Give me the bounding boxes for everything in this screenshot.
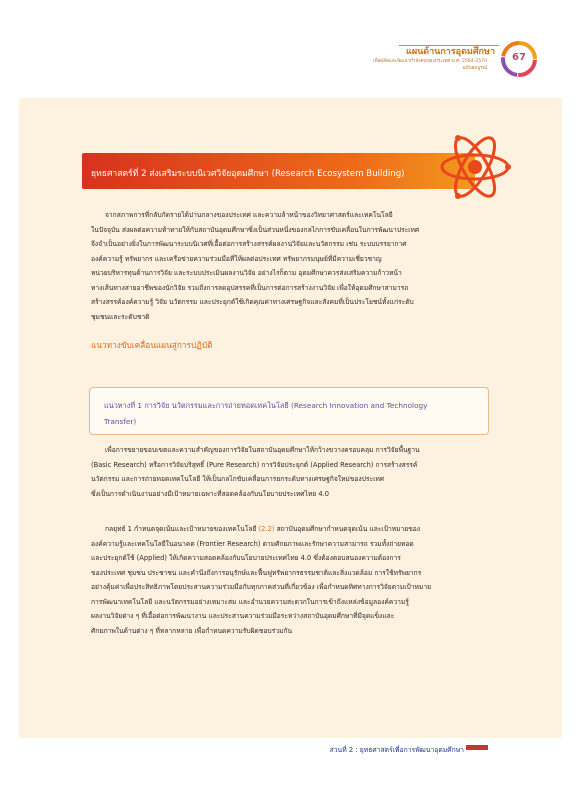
guideline-title-line: แนวทางที่ 1 การวิจัย นวัตกรรมและการถ่ายทอดเทคโนโลยี (Research Innovation and Technology <box>104 401 428 410</box>
text-line: ซึ่งเป็นการดำเนินงานอย่างมีเป้าหมายเฉพาะที่สอดคล้องกับนโยบายประเทศไทย 4.0 <box>91 489 329 498</box>
text-line <box>91 522 487 537</box>
text-line: หน่วยบริหารทุนด้านการวิจัย และระบบประเมินผลงานวิจัย อย่างไรก็ตาม อุดมศึกษาควรส่งเสริมความก้าวหน้า <box>91 269 402 278</box>
atom-icon <box>436 128 514 206</box>
header-title: แผนด้านการอุดมศึกษา <box>406 47 495 57</box>
strategy-label: กลยุทธ์ 1 กำหนดจุดเน้นและเป้าหมายของเทคโนโลยี <box>105 525 259 533</box>
text-line: จากสภาพการที่กลับกัดรายได้ปานกลางของประเทศ และความล้าหน้าของวิทยาศาสตร์และเทคโนโลยี <box>105 211 393 219</box>
text-line: องค์ความรู้ ทรัพยากร และเครือข่ายความร่วมมือที่ให้ผลต่อประเทศ ทรัพยากรมนุษย์ที่มีความเชี่ยวชาญ <box>91 254 382 263</box>
intro-paragraph <box>91 208 487 324</box>
text-line: (Basic Research) หรือการวิจัยบริสุทธิ์ (Pure Research) การวิจัยประยุกต์ (Applied Research) การสร้างสรรค์ <box>91 460 418 469</box>
header-edition: ฉบับสมบูรณ์ <box>462 66 487 71</box>
strategy-banner-title: ยุทธศาสตร์ที่ 2 ส่งเสริมระบบนิเวศวิจัยอุดมศึกษา (Research Ecosystem Building) <box>91 169 405 179</box>
reference-marker: (2.2) <box>258 525 275 533</box>
text-line: และประยุกต์ใช้ (Applied) ให้เกิดความสอดคล้องกับนโยบายประเทศไทย 4.0 ซึ่งต้องตอบสนองความต้องการ <box>91 554 401 563</box>
text-fragment: สถาบันอุดมศึกษากำหนดจุดเน้น และเป้าหมายของ <box>274 525 421 533</box>
header-subtitle: เพื่อผลิตและพัฒนากำลังคนของประเทศ พ.ศ. 2564-2570 <box>373 59 487 64</box>
text-line: ชุมชนและระดับชาติ <box>91 312 150 321</box>
text-line: ผลงานวิจัยต่าง ๆ ที่เอื้อต่อการพัฒนางาน และประสานความร่วมมือระหว่างสถาบันอุดมศึกษาที่มีจุดแข็งและ <box>91 612 395 621</box>
text-line: เพื่อการขยายขอบเขตและความสำคัญของการวิจัยในสถาบันอุดมศึกษาให้กว้างขวางครอบคลุม การวิจัยพื้นฐาน <box>105 446 420 454</box>
text-line: ของประเทศ ชุมชน ประชาชน และคำนึงถึงการอนุรักษ์และฟื้นฟูทรัพยากรธรรมชาติและสิ่งแวดล้อม การใช้ทรัพยากร <box>91 568 422 577</box>
text-line: จึงจำเป็นอย่างยิ่งในการพัฒนาระบบนิเวศที่เอื้อต่อการสร้างสรรค์ผลงานวิจัยและนวัตกรรม เช่น ระบบบรรยากาศ <box>91 240 407 249</box>
page-number: 67 <box>512 52 526 63</box>
text-line: นวัตกรรม และการถ่ายทอดเทคโนโลยี ให้เป็นกลไกขับเคลื่อนการยกระดับทางเศรษฐกิจใหม่ของประเทศ <box>91 475 385 484</box>
research-scope-paragraph <box>91 443 487 501</box>
footer-marker <box>466 745 488 750</box>
footer-section-label: ส่วนที่ 2 : ยุทธศาสตร์เพื่อการพัฒนาอุดมศึกษา <box>329 746 464 754</box>
text-line: ศักยภาพในด้านต่าง ๆ ที่หลากหลาย เพื่อกำหนดความรับผิดชอบร่วมกัน <box>91 626 293 635</box>
text-line: สร้างสรรค์องค์ความรู้ วิจัย นวัตกรรม และประยุกต์ใช้เกิดคุณค่าทางเศรษฐกิจและสังคมที่เป็นประโยชน์ทั้งแก่ระดับ <box>91 298 414 307</box>
strategy-one-paragraph <box>91 522 487 638</box>
text-line: การพัฒนาเทคโนโลยี และนวัตกรรมอย่างเหมาะสม และอำนวยความสะดวกในการเข้าถึงแหล่งข้อมูลองค์ความรู้ <box>91 597 409 606</box>
section-heading: แนวทางขับเคลื่อนแผนสู่การปฏิบัติ <box>91 340 213 350</box>
text-line: องค์ความรู้และเทคโนโลยีในอนาคต (Frontier Research) ตามศักยภาพและรักษาความสามารถ รวมทั้งถ่ายทอด <box>91 539 414 548</box>
text-line: อย่างคุ้มค่าเพื่อประสิทธิภาพโดยประสานความร่วมมือกับทุกภาคส่วนที่เกี่ยวข้อง เพื่อกำหนดทิศทางการวิจัยตามเป้าหมาย <box>91 583 431 592</box>
text-line: ในปัจจุบัน ส่งผลต่อความท้าทายให้กับสถาบันอุดมศึกษาซึ่งเป็นส่วนหนึ่งของกลไกการขับเคลื่อนในการพัฒนาประเทศ <box>91 225 420 234</box>
guideline-title-line: Transfer) <box>104 416 137 426</box>
guideline-title <box>104 398 479 429</box>
text-line: ทางเส้นทางสายอาชีพของนักวิจัย รวมถึงการลดอุปสรรคที่เป็นการต่อการสร้างงานวิจัย เพื่อให้อุดมศึกษาสามารถ <box>91 283 409 292</box>
